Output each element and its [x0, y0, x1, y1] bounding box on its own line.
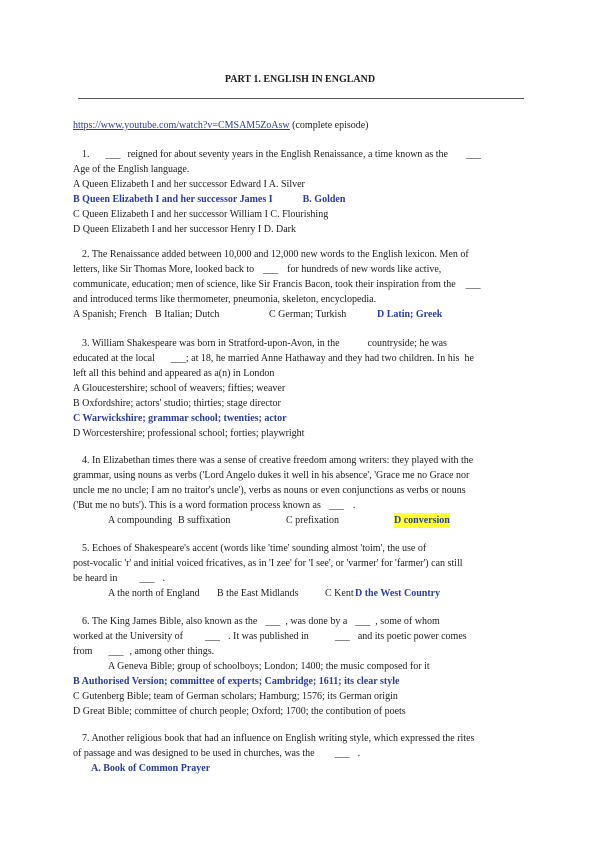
- q3-option-c: C Warwickshire; grammar school; twenties; actor: [73, 413, 287, 424]
- video-link-line: [73, 118, 528, 133]
- question-2: [73, 247, 528, 322]
- q7-line-1: 7. Another religious book that had an influence on English writing style, which expressed the rites: [82, 733, 475, 744]
- q6-line-2c: . It was published in: [227, 631, 309, 642]
- q1-stem-cont: Age of the English language.: [73, 164, 190, 175]
- q7-line-2a: of passage and was designed to be used in churches, was the: [73, 748, 315, 759]
- q5-line-3c: .: [162, 573, 165, 584]
- q1-blank-2: ___: [465, 149, 481, 160]
- q1-option-a: A Queen Elizabeth I and her successor Edward I A. Silver: [73, 179, 305, 190]
- title-divider: [78, 98, 524, 99]
- q5-option-a: A the north of England: [108, 588, 200, 599]
- q4-option-d: D conversion: [394, 515, 450, 526]
- q1-stem: reigned for about seventy years in the English Renaissance, a time known as the: [127, 149, 448, 160]
- video-link[interactable]: https://www.youtube.com/watch?v=CMSAM5ZoAsw: [73, 120, 290, 131]
- q2-line-1: 2. The Renaissance added between 10,000 and 12,000 new words to the English lexicon. Men of: [82, 249, 469, 260]
- q6-line-1a: 6. The King James Bible, also known as the: [82, 616, 258, 627]
- q1-number: 1.: [82, 149, 90, 160]
- q3-line-2c: he: [464, 353, 474, 364]
- q3-line-1b: countryside; he was: [367, 338, 447, 349]
- q2-line-2a: letters, like Sir Thomas More, looked back to: [73, 264, 255, 275]
- q5-option-d: D the West Country: [355, 588, 441, 599]
- q6-line-2a: worked at the University of: [73, 631, 183, 642]
- question-6: [73, 614, 528, 719]
- q6-blank-2: ___: [355, 616, 371, 627]
- q2-option-a: A Spanish; French: [73, 309, 147, 320]
- q6-option-a: A Geneva Bible; group of schoolboys; London; 1400; the music composed for it: [108, 661, 430, 672]
- q6-option-c: C Gutenberg Bible; team of German scholars; Hamburg; 1576; its German origin: [73, 691, 398, 702]
- q5-options: [73, 586, 528, 601]
- question-7: [73, 731, 528, 776]
- q2-option-c: C German; Turkish: [269, 309, 347, 320]
- q4-option-a: A compounding: [108, 515, 173, 526]
- q5-line-1: 5. Echoes of Shakespeare's accent (words like 'time' sounding almost 'toim', the use of: [82, 543, 427, 554]
- q5-option-b: B the East Midlands: [217, 588, 299, 599]
- q1-blank: ___: [105, 149, 121, 160]
- q1-option-b: [73, 192, 528, 207]
- q3-line-1a: 3. William Shakespeare was born in Stratford-upon-Avon, in the: [82, 338, 340, 349]
- q7-line-2c: .: [357, 748, 361, 759]
- q4-line-2: grammar, using nouns as verbs ('Lord Angelo dukes it well in his absence', 'Grace me no Grace nor: [73, 470, 470, 481]
- q2-blank-2: ___: [465, 279, 481, 290]
- q4-line-4a: ('But me no buts'). This is a word formation process known as: [73, 500, 321, 511]
- q2-line-4: and introduced terms like thermometer, pneumonia, skeleton, encyclopedia.: [73, 294, 377, 305]
- question-3: [73, 336, 528, 441]
- q2-line-3a: communicate, education; men of science, like Sir Francis Bacon, took their inspiration from the: [73, 279, 456, 290]
- q4-line-1: 4. In Elizabethan times there was a sense of creative freedom among writers: they played with the: [82, 455, 474, 466]
- q3-line-2b: ___; at 18, he married Anne Hathaway and they had two children. In his: [170, 353, 460, 364]
- q5-line-3a: be heard in: [73, 573, 118, 584]
- q6-line-1e: , some of whom: [375, 616, 440, 627]
- q2-blank-1: ___: [263, 264, 279, 275]
- q6-option-b: B Authorised Version; committee of experts; Cambridge; 1611; its clear style: [73, 676, 400, 687]
- question-5: [73, 541, 528, 601]
- q4-blank: ___: [328, 500, 344, 511]
- q2-line-2c: for hundreds of new words like active,: [287, 264, 442, 275]
- q2-option-b: B Italian; Dutch: [155, 309, 220, 320]
- q7-option-a: A. Book of Common Prayer: [91, 763, 211, 774]
- q6-line-2e: and its poetic power comes: [357, 631, 467, 642]
- q3-option-d: D Worcestershire; professional school; forties; playwright: [73, 428, 305, 439]
- q4-options: [73, 513, 528, 528]
- q1-option-c: C Queen Elizabeth I and her successor William I C. Flourishing: [73, 209, 329, 220]
- q4-option-b: B suffixation: [178, 515, 231, 526]
- question-4: [73, 453, 528, 528]
- q1-option-b-answer: B. Golden: [302, 194, 346, 205]
- q6-line-3a: from: [73, 646, 93, 657]
- q6-line-3c: , among other things.: [129, 646, 215, 657]
- q7-blank: ___: [334, 748, 350, 759]
- q2-options: [73, 307, 528, 322]
- link-note: (complete episode): [292, 120, 369, 131]
- q6-blank-5: ___: [108, 646, 124, 657]
- q5-blank: ___: [139, 573, 155, 584]
- q6-option-d: D Great Bible; committee of church people; Oxford; 1700; the contibution of poets: [73, 706, 406, 717]
- q5-option-c: C Kent: [325, 588, 354, 599]
- q5-line-2: post-vocalic 'r' and initial voiced fricatives, as in 'I zee' for 'I see', or 'varmer' for 'farmer') can still: [73, 558, 463, 569]
- q3-line-2a: educated at the local: [73, 353, 155, 364]
- q3-option-b: B Oxfordshire; actors' studio; thirties; stage director: [73, 398, 281, 409]
- q4-line-3: uncle me no uncle; I am no traitor's uncle'), verbs as nouns or even conjunctions as verbs or nouns: [73, 485, 466, 496]
- q4-option-c: C prefixation: [286, 515, 340, 526]
- q6-blank-3: ___: [204, 631, 220, 642]
- q6-blank-1: ___: [265, 616, 281, 627]
- q6-blank-4: ___: [334, 631, 350, 642]
- q6-line-1c: , was done by a: [285, 616, 348, 627]
- q3-line-3: left all this behind and appeared as a(n) in London: [73, 368, 275, 379]
- question-1: [73, 147, 528, 237]
- q1-option-b-text: B Queen Elizabeth I and her successor James I: [73, 194, 273, 205]
- q1-option-d: D Queen Elizabeth I and her successor Henry I D. Dark: [73, 224, 296, 235]
- page-title: PART 1. ENGLISH IN ENGLAND: [224, 74, 376, 85]
- q4-line-4c: .: [352, 500, 356, 511]
- q2-option-d: D Latin; Greek: [377, 309, 443, 320]
- q3-option-a: A Gloucestershire; school of weavers; fifties; weaver: [73, 383, 286, 394]
